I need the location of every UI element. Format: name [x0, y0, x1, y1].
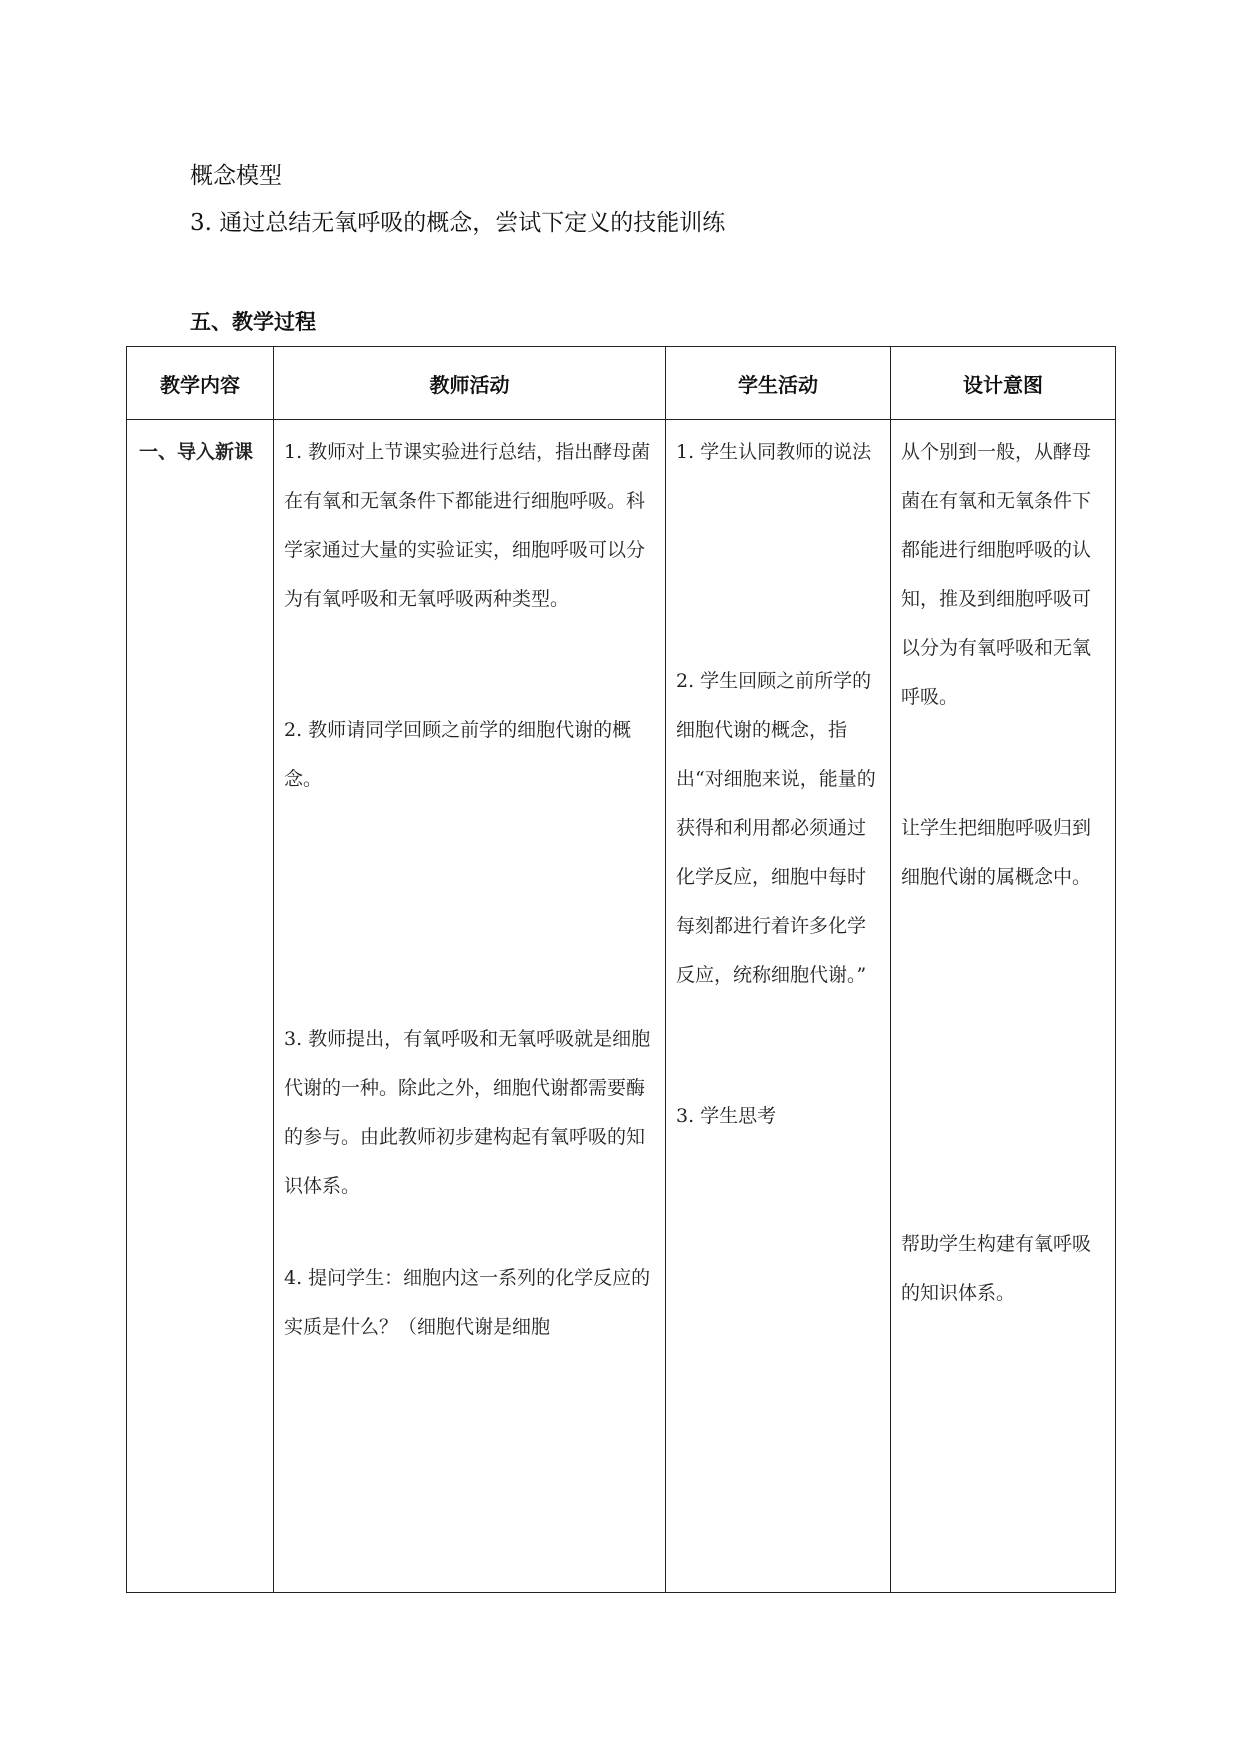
student-step-2: 2. 学生回顾之前所学的细胞代谢的概念，指出“对细胞来说，能量的获得和利用都必须通过化学反应，细胞中每时每刻都进行着许多化学反应，统称细胞代谢。”	[676, 670, 876, 986]
student-step-3: 3. 学生思考	[676, 1105, 777, 1127]
teacher-step-4: 4. 提问学生：细胞内这一系列的化学反应的实质是什么？（细胞代谢是细胞	[284, 1267, 651, 1338]
teacher-step-1: 1. 教师对上节课实验进行总结，指出酵母菌在有氧和无氧条件下都能进行细胞呼吸。科学家通过大量的实验证实，细胞呼吸可以分为有氧呼吸和无氧呼吸两种类型。	[284, 441, 651, 610]
intro-line-2: 3. 通过总结无氧呼吸的概念，尝试下定义的技能训练	[190, 210, 726, 236]
student-activity-cell	[666, 420, 891, 1593]
header-teacher-activity: 教师活动	[274, 347, 666, 420]
header-design-intent: 设计意图	[891, 347, 1116, 420]
design-intent-2: 让学生把细胞呼吸归到细胞代谢的属概念中。	[901, 817, 1092, 888]
design-intent-cell	[891, 420, 1116, 1593]
student-step-1: 1. 学生认同教师的说法	[676, 441, 872, 463]
design-intent-1: 从个别到一般，从酵母菌在有氧和无氧条件下都能进行细胞呼吸的认知，推及到细胞呼吸可以分为有氧呼吸和无氧呼吸。	[901, 441, 1092, 708]
header-content: 教学内容	[127, 347, 274, 420]
section-title: 五、教学过程	[190, 310, 316, 334]
intro-line-1: 概念模型	[190, 163, 282, 189]
design-intent-3: 帮助学生构建有氧呼吸的知识体系。	[901, 1233, 1092, 1304]
table-header-row	[127, 347, 1116, 420]
teacher-activity-cell	[274, 420, 666, 1593]
teacher-step-2: 2. 教师请同学回顾之前学的细胞代谢的概念。	[284, 719, 632, 790]
table-row	[127, 420, 1116, 1593]
teacher-step-3: 3. 教师提出，有氧呼吸和无氧呼吸就是细胞代谢的一种。除此之外，细胞代谢都需要酶的参与。由此教师初步建构起有氧呼吸的知识体系。	[284, 1028, 651, 1197]
row-content-label: 一、导入新课	[127, 420, 274, 1593]
header-student-activity: 学生活动	[666, 347, 891, 420]
teaching-process-table	[126, 346, 1116, 1593]
